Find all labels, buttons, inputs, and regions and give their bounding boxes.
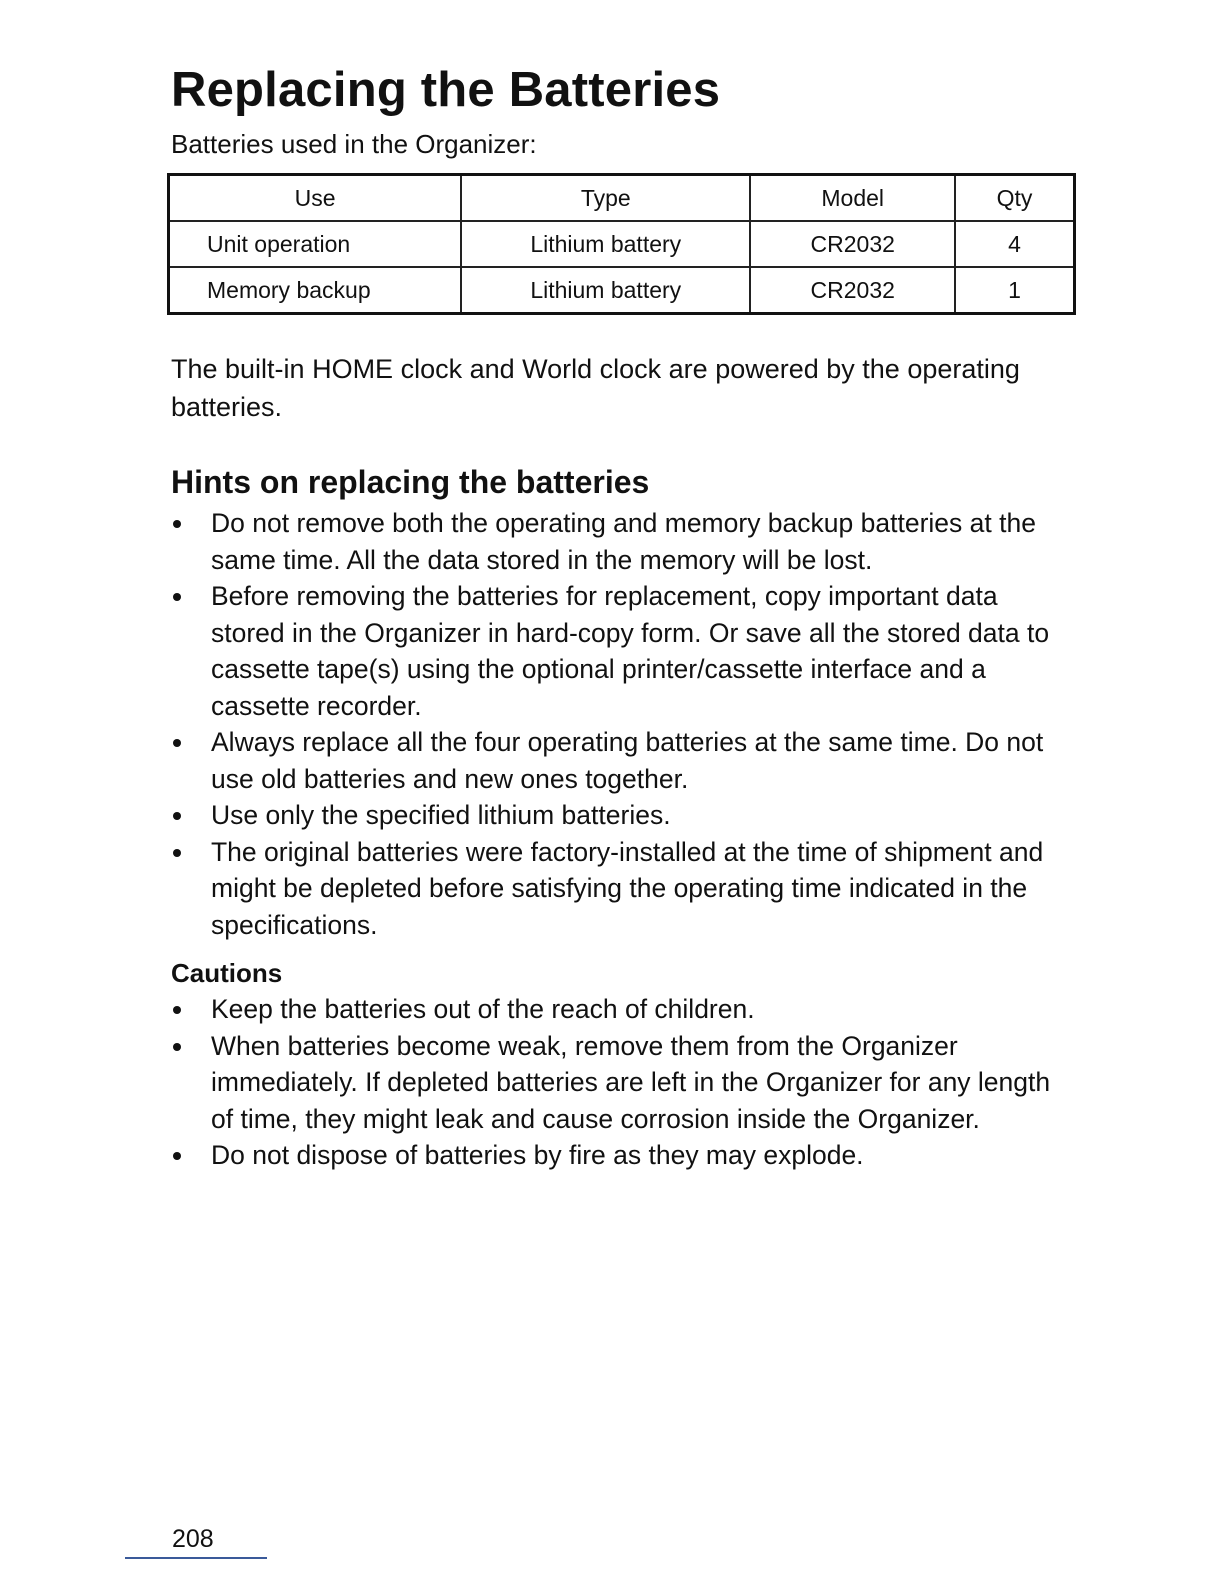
list-item-text: Always replace all the four operating batteries at the same time. Do not use old batteries and new ones together.	[211, 727, 1044, 794]
cell-model: CR2032	[750, 221, 955, 267]
list-item	[171, 1028, 1071, 1138]
column-header-model: Model	[750, 175, 955, 222]
cell-qty: 4	[955, 221, 1075, 267]
cell-type: Lithium battery	[461, 221, 750, 267]
cautions-heading: Cautions	[171, 958, 283, 988]
bullet-icon	[173, 1043, 181, 1051]
list-item	[171, 1137, 1071, 1174]
intro-text: Batteries used in the Organizer:	[171, 129, 537, 159]
bullet-icon	[173, 520, 181, 528]
bullet-icon	[173, 593, 181, 601]
list-item	[171, 505, 1071, 578]
battery-table	[167, 173, 1076, 315]
list-item-text: Do not dispose of batteries by fire as they may explode.	[211, 1140, 864, 1170]
list-item	[171, 724, 1071, 797]
table-row	[169, 267, 1075, 314]
list-item-text: Keep the batteries out of the reach of children.	[211, 994, 755, 1024]
cell-model: CR2032	[750, 267, 955, 314]
hints-heading: Hints on replacing the batteries	[171, 464, 650, 500]
list-item	[171, 991, 1071, 1028]
cell-use: Unit operation	[169, 221, 462, 267]
table-row	[169, 221, 1075, 267]
list-item-text: Before removing the batteries for replacement, copy important data stored in the Organizer in hard-copy form. Or save all the stored data to cassette tape(s) using the optional printer/cassette interface and a cassette recorder.	[211, 581, 1050, 721]
table-header-row	[169, 175, 1075, 222]
bullet-icon	[173, 739, 181, 747]
bullet-icon	[173, 1006, 181, 1014]
list-item	[171, 834, 1071, 944]
clock-power-paragraph: The built-in HOME clock and World clock are powered by the operating batteries.	[171, 354, 1020, 422]
cell-type: Lithium battery	[461, 267, 750, 314]
page-number: 208	[172, 1525, 214, 1553]
cautions-list	[171, 991, 1071, 1174]
bullet-icon	[173, 849, 181, 857]
bullet-icon	[173, 1152, 181, 1160]
column-header-use: Use	[169, 175, 462, 222]
footer-rule	[125, 1557, 267, 1559]
cell-use: Memory backup	[169, 267, 462, 314]
list-item	[171, 797, 1071, 834]
page-title: Replacing the Batteries	[171, 63, 721, 117]
list-item-text: The original batteries were factory-installed at the time of shipment and might be depleted before satisfying the operating time indicated in the specifications.	[211, 836, 1044, 940]
hints-list	[171, 505, 1071, 943]
bullet-icon	[173, 812, 181, 820]
cell-qty: 1	[955, 267, 1075, 314]
column-header-qty: Qty	[955, 175, 1075, 222]
list-item	[171, 578, 1071, 724]
list-item-text: Do not remove both the operating and memory backup batteries at the same time. All the data stored in the memory will be lost.	[211, 508, 1036, 575]
list-item-text: When batteries become weak, remove them from the Organizer immediately. If depleted batteries are left in the Organizer for any length of time, they might leak and cause corrosion inside the Organizer.	[211, 1030, 1051, 1134]
column-header-type: Type	[461, 175, 750, 222]
list-item-text: Use only the specified lithium batteries.	[211, 800, 671, 830]
